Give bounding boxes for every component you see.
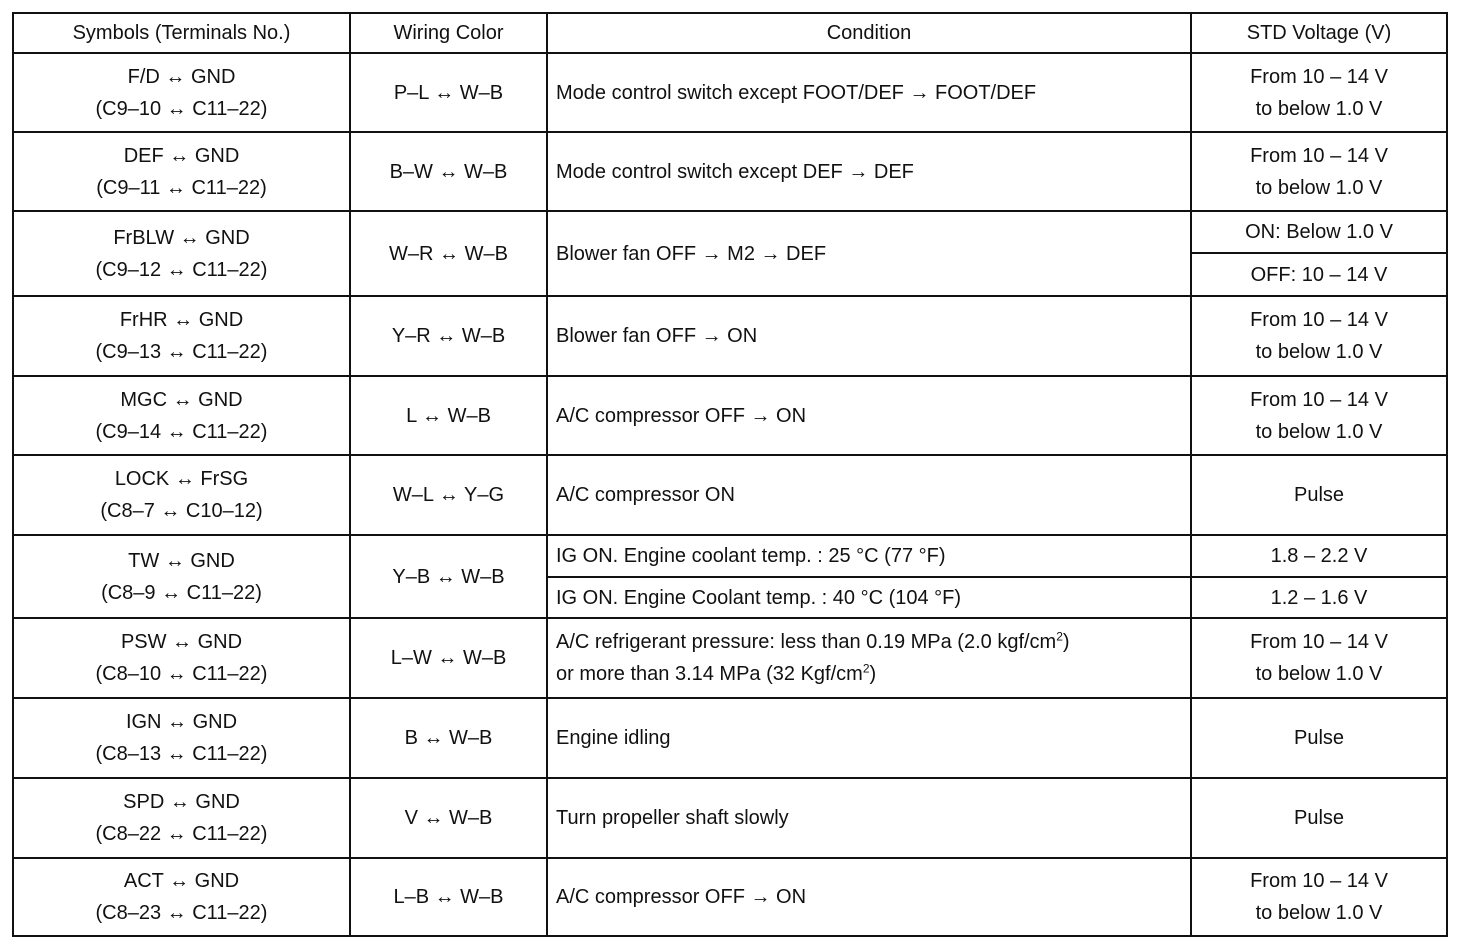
wiring-color: Y–B ↔ W–B [350,535,547,618]
terminal-numbers: (C9–12 ↔ C11–22) [95,258,268,281]
std-voltage-25c: 1.8 – 2.2 V [1191,535,1447,577]
table-row [13,132,1447,211]
symbol-label: F/D ↔ GND [127,65,236,88]
condition-text: or more than 3.14 MPa (32 Kgf/cm [556,663,863,685]
symbol-label: FrBLW ↔ GND [113,226,250,249]
header-symbols: Symbols (Terminals No.) [13,13,350,53]
std-voltage-cell [1191,618,1447,698]
superscript: 2 [862,661,870,676]
table-row [13,455,1447,535]
condition-line [556,658,1182,690]
condition: Blower fan OFF → ON [547,296,1191,376]
superscript: 2 [1056,629,1063,644]
symbol-label: TW ↔ GND [128,549,235,572]
std-voltage-cell [1191,132,1447,211]
std-voltage-line: to below 1.0 V [1255,902,1383,924]
condition: Blower fan OFF → M2 → DEF [547,211,1191,296]
condition-text-end: ) [1062,631,1070,653]
condition-line [556,626,1182,658]
terminal-numbers: (C8–7 ↔ C10–12) [100,500,263,522]
terminal-numbers: (C9–10 ↔ C11–22) [95,97,268,120]
wiring-color: L ↔ W–B [350,376,547,455]
wiring-color: L–B ↔ W–B [350,858,547,936]
std-voltage-line: From 10 – 14 V [1250,388,1388,411]
symbol-label: LOCK ↔ FrSG [114,468,249,490]
std-voltage-line: From 10 – 14 V [1250,631,1388,653]
std-voltage-40c: 1.2 – 1.6 V [1191,577,1447,618]
std-voltage-line: From 10 – 14 V [1250,65,1388,88]
std-voltage-line: From 10 – 14 V [1250,144,1388,167]
wiring-color: P–L ↔ W–B [350,53,547,132]
table-row [13,53,1447,132]
wiring-color: W–R ↔ W–B [350,211,547,296]
std-voltage: Pulse [1191,698,1447,778]
table-row [13,296,1447,376]
std-voltage-line: to below 1.0 V [1255,341,1383,363]
symbol-label: MGC ↔ GND [120,388,243,411]
condition-25c: IG ON. Engine coolant temp. : 25 °C (77 °F) [547,535,1191,577]
symbol-label: DEF ↔ GND [123,144,240,167]
symbol-cell [13,535,350,618]
table-row [13,778,1447,858]
terminal-numbers: (C8–22 ↔ C11–22) [95,823,268,845]
condition-text-end: ) [869,663,877,685]
std-voltage-line: to below 1.0 V [1255,420,1383,443]
symbol-cell [13,211,350,296]
condition-text: A/C refrigerant pressure: less than 0.19 MPa (2.0 kgf/cm [556,631,1057,653]
symbol-label: PSW ↔ GND [120,631,243,653]
ecu-terminal-voltage-table [12,12,1448,937]
terminal-numbers: (C8–9 ↔ C11–22) [101,581,262,604]
wiring-color: Y–R ↔ W–B [350,296,547,376]
std-voltage-line: From 10 – 14 V [1250,309,1388,331]
std-voltage-cell [1191,53,1447,132]
std-voltage: Pulse [1191,455,1447,535]
table-row [13,376,1447,455]
symbol-cell [13,296,350,376]
terminal-numbers: (C9–11 ↔ C11–22) [96,176,267,199]
symbol-cell [13,618,350,698]
std-voltage-line: to below 1.0 V [1255,176,1383,199]
symbol-cell [13,778,350,858]
header-std-voltage: STD Voltage (V) [1191,13,1447,53]
std-voltage-line: From 10 – 14 V [1250,870,1388,892]
condition: A/C compressor OFF → ON [547,858,1191,936]
terminal-numbers: (C9–14 ↔ C11–22) [95,420,268,443]
symbol-label: SPD ↔ GND [123,791,240,813]
std-voltage-cell [1191,376,1447,455]
terminal-numbers: (C8–10 ↔ C11–22) [95,663,268,685]
condition: Mode control switch except DEF → DEF [547,132,1191,211]
terminal-numbers: (C8–23 ↔ C11–22) [95,902,268,924]
table-row [13,618,1447,698]
std-voltage-cell [1191,858,1447,936]
wiring-color: B ↔ W–B [350,698,547,778]
header-condition: Condition [547,13,1191,53]
symbol-cell [13,455,350,535]
condition-40c: IG ON. Engine Coolant temp. : 40 °C (104 °F) [547,577,1191,618]
table-row [13,698,1447,778]
symbol-cell [13,132,350,211]
wiring-color: B–W ↔ W–B [350,132,547,211]
wiring-color: V ↔ W–B [350,778,547,858]
terminal-numbers: (C9–13 ↔ C11–22) [95,341,268,363]
symbol-cell [13,858,350,936]
condition: Turn propeller shaft slowly [547,778,1191,858]
condition: Mode control switch except FOOT/DEF → FOOT/DEF [547,53,1191,132]
std-voltage-cell [1191,296,1447,376]
std-voltage-line: to below 1.0 V [1255,663,1383,685]
condition: A/C compressor ON [547,455,1191,535]
symbol-cell [13,698,350,778]
table-header-row [13,13,1447,53]
table-row [13,535,1447,577]
std-voltage-line: to below 1.0 V [1255,97,1383,120]
table-row [13,211,1447,253]
symbol-label: FrHR ↔ GND [119,309,244,331]
header-wiring-color: Wiring Color [350,13,547,53]
wiring-color: L–W ↔ W–B [350,618,547,698]
table-row [13,858,1447,936]
symbol-label: ACT ↔ GND [123,870,240,892]
symbol-cell [13,53,350,132]
std-voltage: Pulse [1191,778,1447,858]
std-voltage-off: OFF: 10 – 14 V [1191,253,1447,296]
terminal-numbers: (C8–13 ↔ C11–22) [95,743,268,765]
symbol-cell [13,376,350,455]
condition [547,618,1191,698]
std-voltage-on: ON: Below 1.0 V [1191,211,1447,253]
condition: Engine idling [547,698,1191,778]
condition: A/C compressor OFF → ON [547,376,1191,455]
wiring-color: W–L ↔ Y–G [350,455,547,535]
symbol-label: IGN ↔ GND [125,711,238,733]
